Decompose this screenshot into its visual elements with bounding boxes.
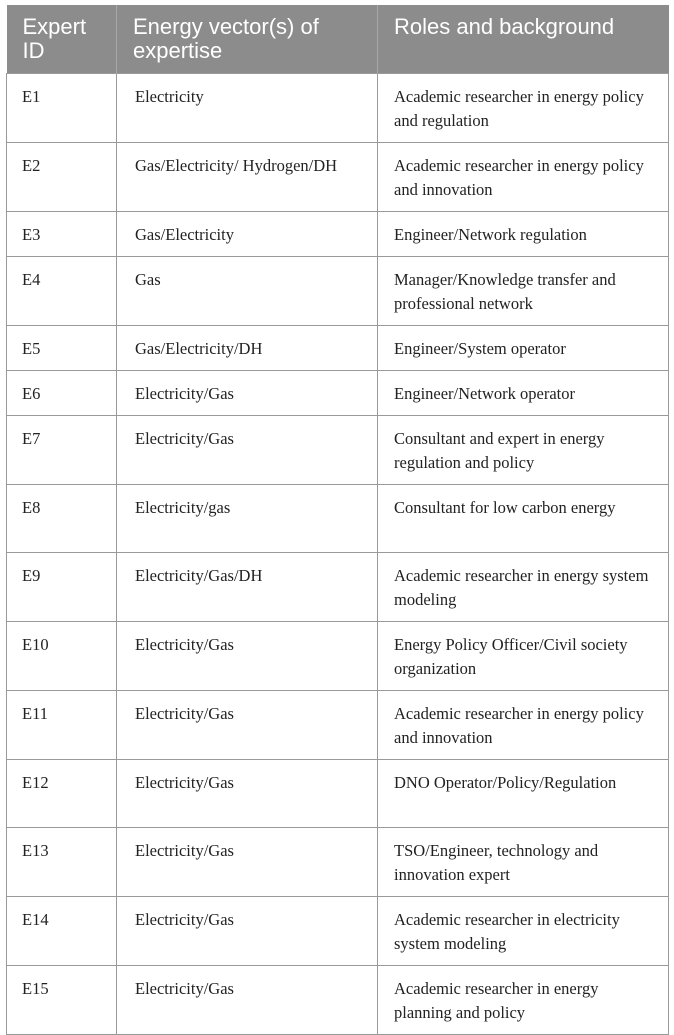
- cell-energy-vector: Electricity/Gas: [117, 828, 378, 897]
- cell-expert-id: E14: [7, 897, 117, 966]
- table-header-row: [7, 5, 669, 74]
- cell-expert-id: E3: [7, 212, 117, 257]
- table-row: [7, 828, 669, 897]
- cell-energy-vector: Electricity/Gas/DH: [117, 553, 378, 622]
- table-row: [7, 966, 669, 1035]
- experts-table: [6, 5, 669, 1035]
- cell-energy-vector: Electricity/Gas: [117, 897, 378, 966]
- cell-energy-vector: Gas/Electricity/DH: [117, 326, 378, 371]
- table-row: [7, 553, 669, 622]
- cell-expert-id: E7: [7, 416, 117, 485]
- cell-expert-id: E15: [7, 966, 117, 1035]
- cell-energy-vector: Electricity/Gas: [117, 371, 378, 416]
- cell-expert-id: E6: [7, 371, 117, 416]
- cell-energy-vector: Electricity: [117, 74, 378, 143]
- cell-role: Engineer/System operator: [378, 326, 669, 371]
- cell-role: Academic researcher in energy planning and policy: [378, 966, 669, 1035]
- cell-role: Academic researcher in energy policy and innovation: [378, 691, 669, 760]
- cell-expert-id: E12: [7, 760, 117, 828]
- cell-role: Engineer/Network operator: [378, 371, 669, 416]
- cell-role: Academic researcher in electricity system modeling: [378, 897, 669, 966]
- table-row: [7, 371, 669, 416]
- cell-role: Academic researcher in energy policy and innovation: [378, 143, 669, 212]
- cell-expert-id: E5: [7, 326, 117, 371]
- header-roles-background: Roles and background: [378, 5, 669, 74]
- cell-role: Academic researcher in energy system modeling: [378, 553, 669, 622]
- cell-expert-id: E9: [7, 553, 117, 622]
- cell-energy-vector: Electricity/Gas: [117, 966, 378, 1035]
- cell-role: Manager/Knowledge transfer and professional network: [378, 257, 669, 326]
- header-energy-vector: Energy vector(s) of expertise: [117, 5, 378, 74]
- table-row: [7, 257, 669, 326]
- table-row: [7, 212, 669, 257]
- table-row: [7, 897, 669, 966]
- cell-energy-vector: Electricity/Gas: [117, 760, 378, 828]
- cell-energy-vector: Electricity/Gas: [117, 622, 378, 691]
- cell-energy-vector: Gas/Electricity/ Hydrogen/DH: [117, 143, 378, 212]
- cell-energy-vector: Electricity/gas: [117, 485, 378, 553]
- cell-role: Energy Policy Officer/Civil society organization: [378, 622, 669, 691]
- cell-role: Academic researcher in energy policy and regulation: [378, 74, 669, 143]
- cell-energy-vector: Electricity/Gas: [117, 691, 378, 760]
- table-row: [7, 74, 669, 143]
- cell-role: Consultant and expert in energy regulation and policy: [378, 416, 669, 485]
- cell-expert-id: E4: [7, 257, 117, 326]
- cell-role: TSO/Engineer, technology and innovation expert: [378, 828, 669, 897]
- table-row: [7, 416, 669, 485]
- cell-energy-vector: Gas: [117, 257, 378, 326]
- table-row: [7, 143, 669, 212]
- experts-table-container: [6, 5, 668, 1035]
- cell-expert-id: E8: [7, 485, 117, 553]
- cell-expert-id: E13: [7, 828, 117, 897]
- cell-energy-vector: Electricity/Gas: [117, 416, 378, 485]
- table-row: [7, 622, 669, 691]
- header-expert-id: Expert ID: [7, 5, 117, 74]
- cell-expert-id: E10: [7, 622, 117, 691]
- cell-energy-vector: Gas/Electricity: [117, 212, 378, 257]
- cell-expert-id: E2: [7, 143, 117, 212]
- cell-role: Engineer/Network regulation: [378, 212, 669, 257]
- cell-expert-id: E11: [7, 691, 117, 760]
- cell-role: DNO Operator/Policy/Regulation: [378, 760, 669, 828]
- cell-role: Consultant for low carbon energy: [378, 485, 669, 553]
- table-row: [7, 691, 669, 760]
- cell-expert-id: E1: [7, 74, 117, 143]
- table-row: [7, 485, 669, 553]
- table-row: [7, 326, 669, 371]
- table-row: [7, 760, 669, 828]
